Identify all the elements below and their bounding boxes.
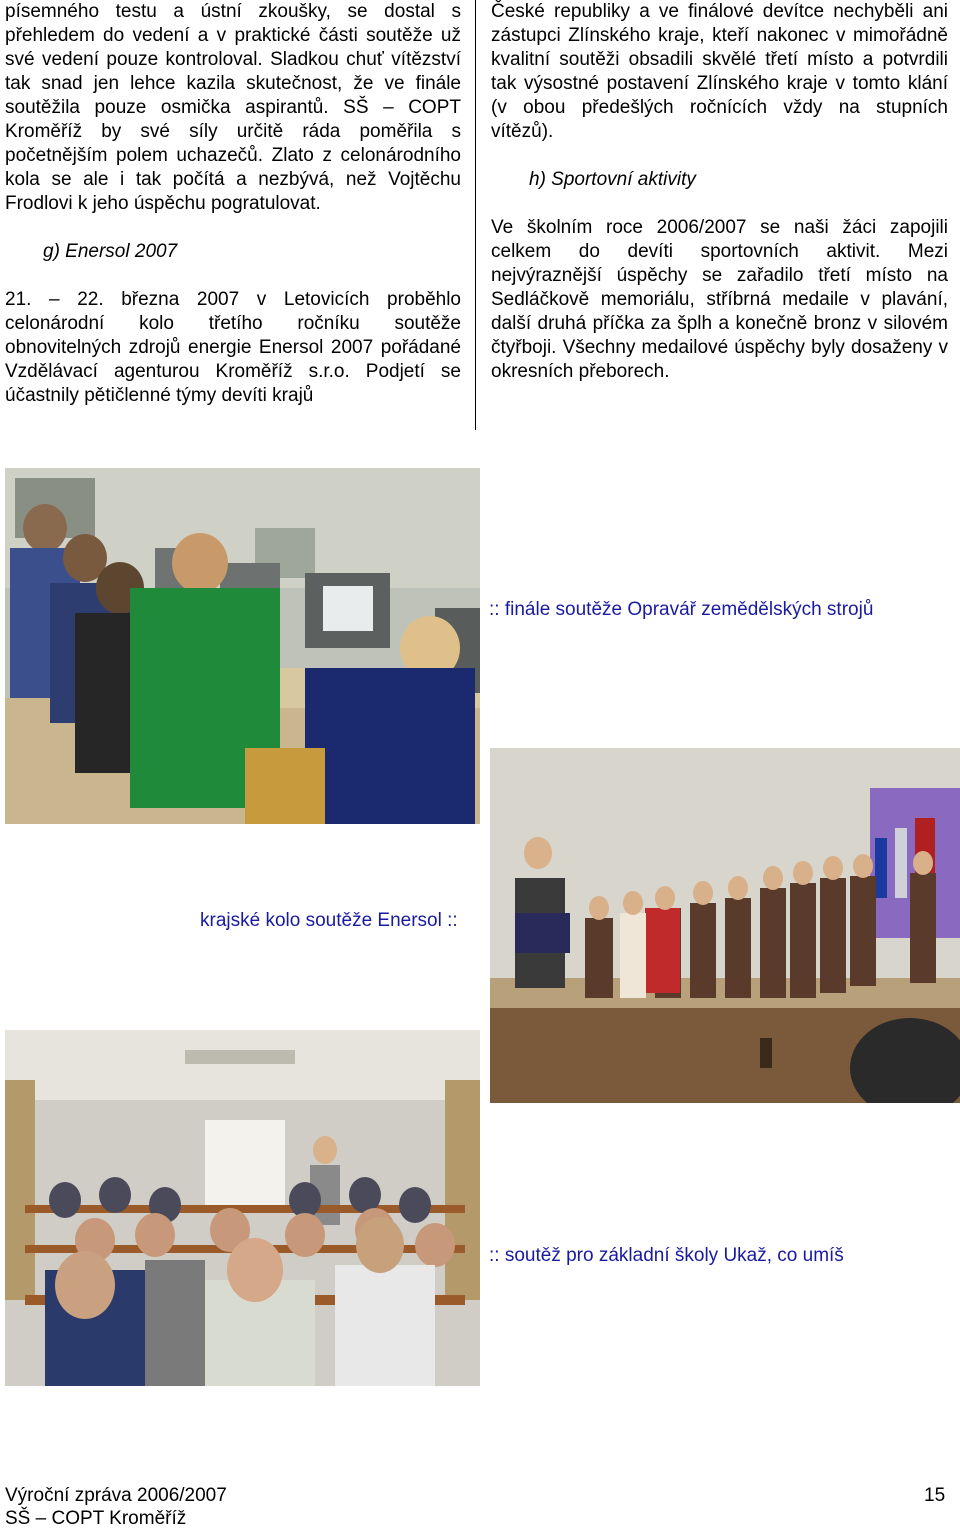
caption-photo-3: :: soutěž pro základní školy Ukaž, co umíš bbox=[489, 1245, 844, 1266]
footer-report-title: Výroční zpráva 2006/2007 bbox=[5, 1485, 227, 1506]
page-number: 15 bbox=[924, 1485, 946, 1506]
photo-classroom-audience bbox=[5, 1030, 480, 1386]
section-heading-h: h) Sportovní aktivity bbox=[529, 169, 696, 190]
caption-photo-1: :: finále soutěže Opravář zemědělských strojů bbox=[489, 599, 874, 620]
right-text-column bbox=[491, 0, 948, 384]
right-paragraph-2: Ve školním roce 2006/2007 se naši žáci zapojili celkem do devíti sportovních aktivit. Mezi nejvýraznější úspěchy se zařadilo třetí místo na Sedláčkově memoriálu, stříbrná medaile v plavání, další druhá příčka za šplh a konečně bronz v silovém čtyřboji. Všechny medailové úspěchy byly dosaženy v okresních přeborech. bbox=[491, 217, 948, 382]
column-divider bbox=[475, 0, 476, 430]
footer-school-name: SŠ – COPT Kroměříž bbox=[5, 1508, 187, 1529]
photo-computer-room bbox=[5, 468, 480, 824]
caption-photo-2: krajské kolo soutěže Enersol :: bbox=[200, 910, 458, 931]
left-text-column bbox=[5, 0, 461, 408]
left-paragraph-2: 21. – 22. března 2007 v Letovicích proběhlo celonárodní kolo třetího ročníku soutěže obnovitelných zdrojů energie Enersol 2007 pořádané Vzdělávací agenturou Kroměříž s.r.o. Podjetí se účastnily pětičlenné týmy devíti krajů bbox=[5, 289, 461, 406]
photo-enersol-ceremony bbox=[490, 748, 960, 1103]
section-heading-g: g) Enersol 2007 bbox=[43, 241, 178, 262]
right-paragraph-1: České republiky a ve finálové devítce nechyběli ani zástupci Zlínského kraje, kteří nakonec v mimořádně kvalitní soutěži obsadili skvělé třetí místo a potvrdili tak výsostné postavení Zlínského kraje v tomto klání (v obou předešlých ročnících vždy na stupních vítězů). bbox=[491, 1, 948, 142]
left-paragraph-1: písemného testu a ústní zkoušky, se dostal s přehledem do vedení a v praktické části soutěže už své vedení pouze kontroloval. Sladkou chuť vítězství tak snad jen lehce kazila skutečnost, že ve finále soutěžila pouze osmička aspirantů. SŠ – COPT Kroměříž by své síly určitě ráda poměřila s početnějším polem uchazečů. Zlato z celonárodního kola se ale i tak počítá a nezbývá, než Vojtěchu Frodlovi k jeho úspěchu pogratulovat. bbox=[5, 1, 461, 214]
